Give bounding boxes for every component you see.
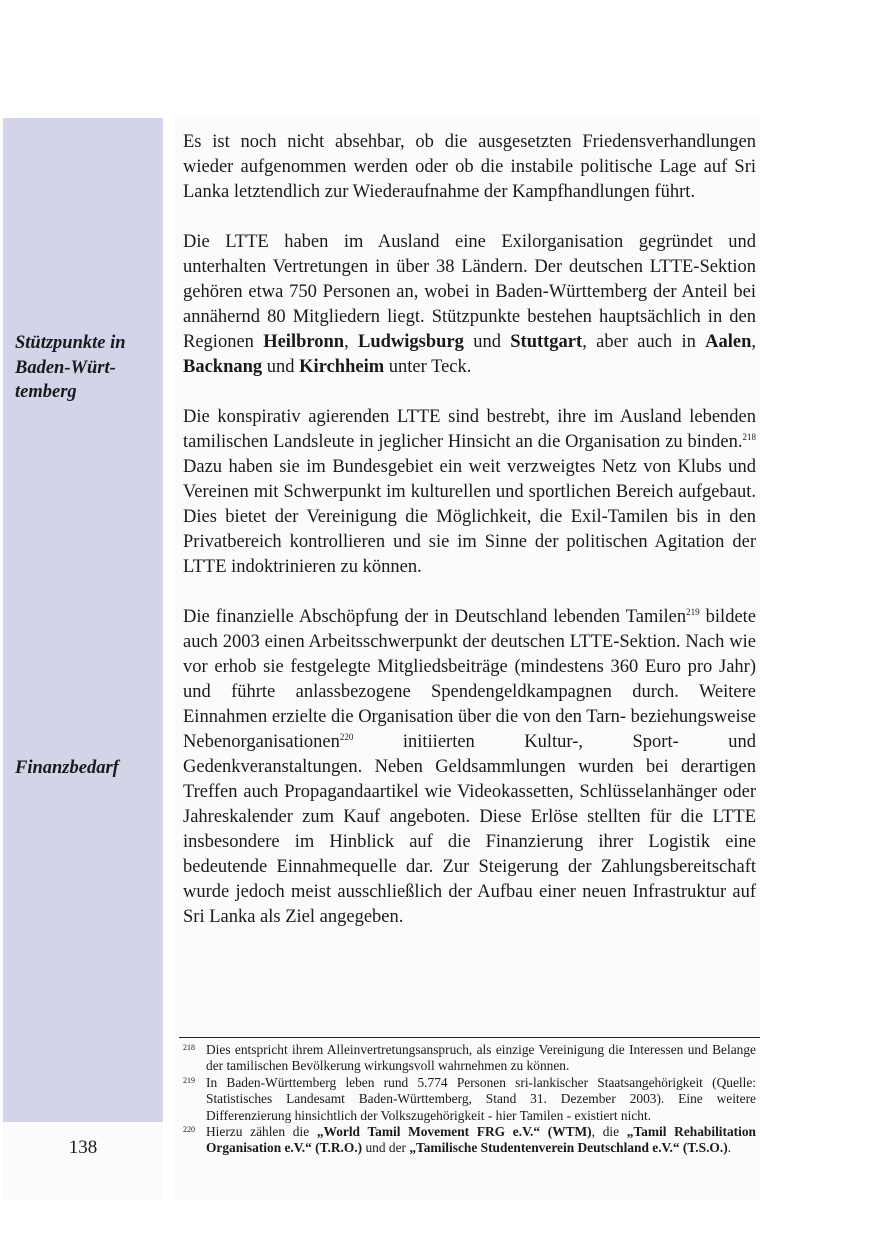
place-aalen: Aalen [705, 332, 752, 352]
footnote-ref-219[interactable]: 219 [686, 607, 700, 617]
footnote-220: 220 Hierzu zählen die „World Tamil Movement FRG e.V.“ (WTM), die „Tamil Rehabilitation Organisation e.V.“ (T.R.O.) und der „Tamilische Studentenverein Deutschland e.V.“ (T.S.O.). [183, 1124, 756, 1156]
paragraph-2: Die LTTE haben im Ausland eine Exilorganisation gegründet und unterhalten Vertretungen in über 38 Ländern. Der deutschen LTTE-Sektion gehören etwa 750 Personen an, wobei in Baden-Württemberg der Anteil bei annähernd 80 Mitgliedern liegt. Stützpunkte bestehen hauptsächlich in den Regionen Heilbronn, Ludwigsburg und Stuttgart, aber auch in Aalen, Backnang und Kirchheim unter Teck. [183, 232, 757, 377]
margin-note-finanzbedarf: Finanzbedarf [15, 758, 119, 778]
margin-column-footer [3, 1122, 163, 1200]
body-text [183, 130, 756, 955]
footnote-divider [179, 1037, 760, 1038]
footnote-number: 218 [183, 1043, 195, 1052]
org-wtm: „World Tamil Movement FRG e.V.“ (WTM) [316, 1124, 592, 1140]
place-ludwigsburg: Ludwigsburg [358, 332, 464, 352]
org-tro: „Tamil Rehabilitation Organisation e.V.“ (T.R.O.) [206, 1124, 756, 1156]
paragraph-4: Die finanzielle Abschöpfung der in Deutschland lebenden Tamilen$^{219}$ bildete auch 2003 einen Arbeitsschwerpunkt der deutschen LTTE-Sektion. Nach wie vor erhob sie festgelegte Mitgliedsbeiträge (mindestens 360 Euro pro Jahr) und führte anlassbezogene Spendengeldkampagnen durch. Weitere Einnahmen erzielte die Organisation über die von den Tarn- beziehungsweise Nebenorganisationen$^{220}$ initiierten Kultur-, Sport- und Gedenkveranstaltungen. Neben Geldsammlungen wurden bei derartigen Treffen auch Propagandaartikel wie Videokassetten, Schlüsselanhänger oder Jahreskalender zum Kauf angeboten. Diese Erlöse stellten für die LTTE insbesondere im Hinblick auf die Finanzierung ihrer Logistik eine bedeutende Einnahmequelle dar. Zur Steigerung der Zahlungsbereitschaft wurde jedoch meist ausschließlich der Aufbau einer neuen Infrastruktur auf Sri Lanka als Ziel angegeben. [183, 607, 757, 927]
footnotes [183, 1042, 756, 1157]
paragraph-3: Die konspirativ agierenden LTTE sind bestrebt, ihre im Ausland lebenden tamilischen Landsleute in jeglicher Hinsicht an die Organisation zu binden.$^{218}$ Dazu haben sie im Bundesgebiet ein weit verzweigtes Netz von Klubs und Vereinen mit Schwerpunkt im kulturellen und sportlichen Bereich aufgebaut. Dies bietet der Vereinigung die Möglichkeit, die Exil-Tamilen bis in den Privatbereich kontrollieren und sie im Sinne der politischen Agitation der LTTE indoktrinieren zu können. [183, 407, 756, 577]
place-stuttgart: Stuttgart [510, 332, 583, 352]
footnote-ref-220[interactable]: 220 [339, 732, 354, 742]
page-number: 138 [68, 1137, 98, 1158]
place-heilbronn: Heilbronn [263, 332, 345, 352]
paragraph-1: Es ist noch nicht absehbar, ob die ausgesetzten Friedensverhandlungen wieder aufgenommen werden oder ob die instabile politische Lage auf Sri Lanka letztendlich zur Wiederaufnahme der Kampfhandlungen führt. [183, 132, 756, 202]
org-tso: „Tamilische Studentenverein Deutschland e.V.“ (T.S.O.) [409, 1140, 728, 1156]
footnote-number: 219 [183, 1075, 195, 1085]
footnote-number: 220 [183, 1125, 195, 1135]
margin-note-stuetzpunkte: Stützpunkte in Baden-Würt- temberg [15, 333, 126, 403]
footnote-ref-218[interactable]: 218 [742, 432, 756, 442]
footnote-219: 219 In Baden-Württemberg leben rund 5.774 Personen sri-lankischer Staatsangehörigkeit (Quelle: Statistisches Landesamt Baden-Württemberg, Stand 31. Dezember 2003). Eine weitere Differenzierung hinsichtlich der Volkszugehörigkeit - hier Tamilen - existiert nicht. [183, 1074, 756, 1123]
margin-column [3, 118, 163, 1122]
footnote-218: 218 Dies entspricht ihrem Alleinvertretungsanspruch, als einzige Vereinigung die Interessen und Belange der tamilischen Bevölkerung wirkungsvoll wahrnehmen zu können. [183, 1042, 756, 1074]
place-backnang: Backnang [183, 357, 263, 377]
place-kirchheim: Kirchheim [299, 357, 385, 377]
